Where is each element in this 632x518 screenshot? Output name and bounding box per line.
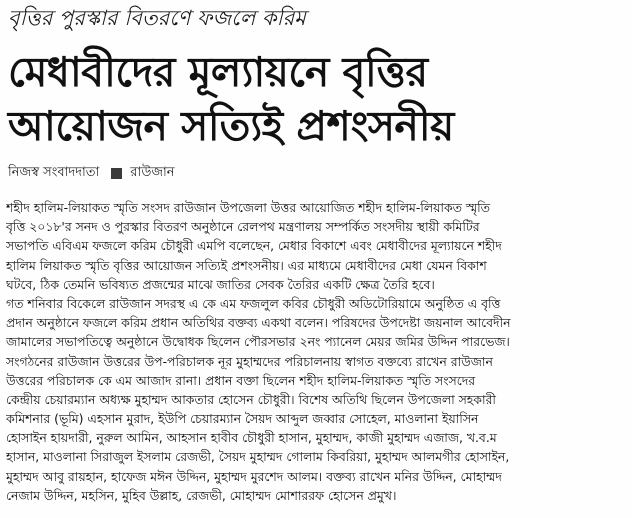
body-line: কমিশনার (ভূমি) এহসান মুরাদ, ইউপি চেয়ারম্যান সৈয়দ আব্দুল জব্বার সোহেল, মাওলানা ইয়াসিন [6, 411, 479, 427]
body-line: জামালের সভাপতিত্বে অনুষ্ঠানে উদ্বোধক ছিলেন পৌরসভার ২নং প্যানেল মেয়র জমির উদ্দিন পারভেজ। [6, 334, 510, 350]
square-bullet-icon [111, 168, 122, 179]
body-line: গত শনিবার বিকেলে রাউজান সদরস্থ এ কে এম ফজলুল কবির চৌধুরী অডিটোরিয়ামে অনুষ্ঠিত এ বৃত্তি [6, 295, 501, 311]
body-line: প্রদান অনুষ্ঠানে ফজলে করিম প্রধান অতিথির বক্তব্য একথা বলেন। পরিষদের উপদেষ্টা জয়নাল আবেদীন [6, 315, 511, 331]
body-line: সংগঠনের রাউজান উত্তরের উপ-পরিচালক নূর মুহাম্মদের পরিচালনায় স্বাগত বক্তব্যে রাখেন রাউজান [6, 353, 493, 369]
body-line: বৃত্তি ২০১৮'র সনদ ও পুরস্কার বিতরণ অনুষ্ঠানে রেলপথ মন্ত্রণালয় সম্পর্কিত সংসদীয় স্থায়ী কমিটির [6, 219, 480, 235]
body-line: হালিম লিয়াকত স্মৃতি বৃত্তির আয়োজন সত্যিই প্রশংসনীয়। এর মাধ্যমে মেধাবীদের মেধা যেমন বিকাশ [6, 257, 487, 273]
body-line: হোসাইন হায়দারী, নুরুল আমিন, আহসান হাবীব চৌধুরী হাসান, মুহাম্মদ, কাজী মুহাম্মদ এজাজ, খ.ব.ম [6, 430, 497, 446]
body-line: হাসান, মাওলানা সিরাজুল ইসলাম রেজভী, সৈয়দ মুহাম্মদ গোলাম কিবরিয়া, মুহাম্মদ আলমগীর হোসাইন, [6, 449, 510, 465]
byline [8, 163, 175, 183]
article-kicker: বৃত্তির পুরস্কার বিতরণে ফজলে করিম [8, 6, 306, 30]
body-line: শহীদ হালিম-লিয়াকত স্মৃতি সংসদ রাউজান উপজেলা উত্তর আয়োজিত শহীদ হালিম-লিয়াকত স্মৃতি [6, 200, 490, 215]
body-line: সভাপতি এবিএম ফজলে করিম চৌধুরী এমপি বলেছেন, মেধার বিকাশে এবং মেধাবীদের মূল্যায়নে শহীদ [6, 238, 502, 254]
body-line: ঘটবে, ঠিক তেমনি ভবিষ্যত প্রজন্মের মাঝে জাতির সেবক তৈরির একটি ক্ষেত্র তৈরি হবে। [6, 276, 435, 292]
article-body [6, 198, 626, 505]
headline-line-1: মেধাবীদের মূল্যায়নে বৃত্তির [8, 48, 428, 96]
body-line: কেন্দ্রীয় চেয়ারম্যান অধ্যক্ষ মুহাম্মদ আকতার হোসেন চৌধুরী। বিশেষ অতিথি ছিলেন উপজেলা সহকারী [6, 391, 496, 407]
headline-line-2: আয়োজন সত্যিই প্রশংসনীয় [8, 102, 454, 150]
body-line: নেজাম উদ্দিন, মহসিন, মুহিব উল্লাহ, রেজভী, মোহাম্মদ মোশাররফ হোসেন প্রমুখ। [6, 487, 397, 503]
dateline-location: রাউজান [130, 165, 175, 180]
body-line: উত্তরের পরিচালক কে এম আজাদ রানা। প্রধান বক্তা ছিলেন শহীদ হালিম-লিয়াকত স্মৃতি সংসদের [6, 372, 476, 388]
body-line: মুহাম্মদ আবু রায়হান, হাফেজ মঈন উদ্দিন, মুহাম্মদ মুরশেদ আলম। বক্তব্য রাখেন মনির উদ্দিন, মোহাম্মদ [6, 468, 502, 484]
reporter-name: নিজস্ব সংবাদদাতা [8, 165, 100, 180]
